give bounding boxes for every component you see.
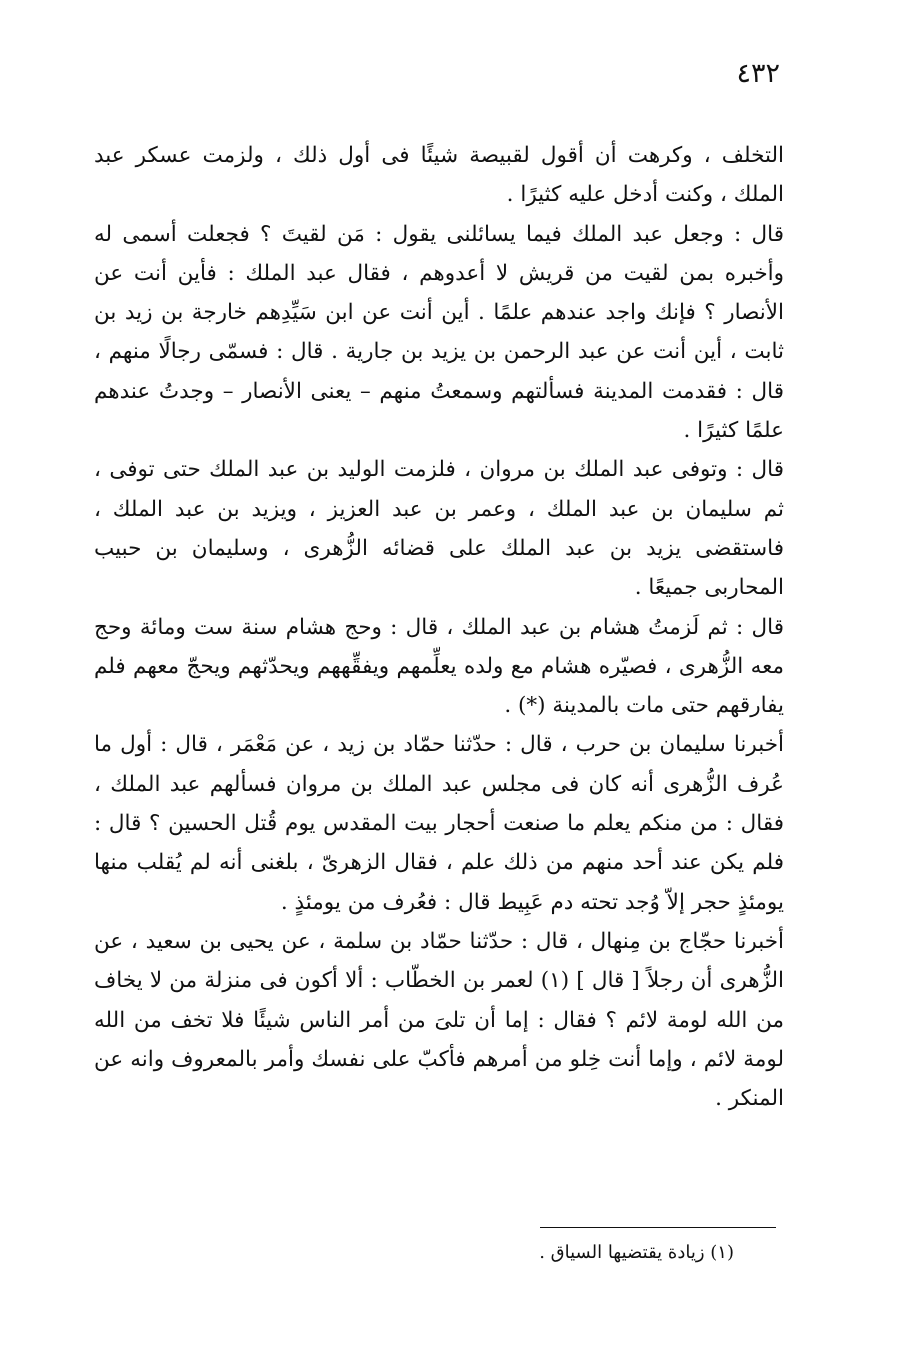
paragraph: قال : وجعل عبد الملك فيما يسائلنى يقول : مَن لقيتَ ؟ فجعلت أسمى له وأخبره بمن لقيت من قريش لا أعدوهم ، فقال عبد الملك : فأين أنت عن الأنصار ؟ فإنك واجد عندهم علمًا . أين أنت عن ابن سَيِّدِهم خارجة بن زيد بن ثابت ، أين أنت عن عبد الرحمن بن يزيد بن جارية . قال : فسمّى رجالًا منهم ، قال : فقدمت المدينة فسألتهم وسمعتُ منهم – يعنى الأنصار – وجدتُ عندهم علمًا كثيرًا . bbox=[94, 221, 784, 444]
paragraph: أخبرنا حجّاج بن مِنهال ، قال : حدّثنا حمّاد بن سلمة ، عن يحيى بن سعيد ، عن الزُّهرى أن رجلاً [ قال ] (١) لعمر بن الخطّاب : ألا أكون فى منزلة من لا يخاف من الله لومة لائم ؟ فقال : إما أن تلىَ من أمر الناس شيئًا فلا تخف من الله لومة لائم ، وإما أنت خِلو من أمرهم فأكبّ على نفسك وأمر بالمعروف وانه عن المنكر . bbox=[94, 928, 784, 1112]
paragraph: قال : ثم لَزمتُ هشام بن عبد الملك ، قال : وحج هشام سنة ست ومائة وحج معه الزُّهرى ، فصيّره هشام مع ولده يعلِّمهم ويفقِّههم ويحدّثهم ويحجّ معهم فلم يفارقهم حتى مات بالمدينة (*) . bbox=[94, 614, 784, 719]
paragraph: أخبرنا سليمان بن حرب ، قال : حدّثنا حمّاد بن زيد ، عن مَعْمَر ، قال : أول ما عُرف الزُّهرى أنه كان فى مجلس عبد الملك بن مروان فسألهم عبد الملك ، فقال : من منكم يعلم ما صنعت أحجار بيت المقدس يوم قُتل الحسين ؟ قال : فلم يكن عند أحد منهم من ذلك علم ، فقال الزهرىّ ، بلغنى أنه لم يُقلب منها يومئذٍ حجر إلاّ وُجد تحته دم عَبِيط قال : فعُرف من يومئذٍ . bbox=[94, 732, 784, 915]
page-number: ٤٣٢ bbox=[736, 58, 780, 89]
footnote: (١) زيادة يقتضيها السياق . bbox=[539, 1242, 734, 1263]
main-text bbox=[94, 136, 784, 1118]
paragraph: قال : وتوفى عبد الملك بن مروان ، فلزمت الوليد بن عبد الملك حتى توفى ، ثم سليمان بن عبد الملك ، وعمر بن عبد العزيز ، ويزيد بن عبد الملك ، فاستقضى يزيد بن عبد الملك على قضائه الزُّهرى ، وسليمان بن حبيب المحاربى جميعًا . bbox=[94, 457, 784, 601]
paragraph: التخلف ، وكرهت أن أقول لقبيصة شيئًا فى أول ذلك ، ولزمت عسكر عبد الملك ، وكنت أدخل عليه كثيرًا . bbox=[94, 143, 784, 208]
footnote-divider bbox=[540, 1227, 776, 1228]
